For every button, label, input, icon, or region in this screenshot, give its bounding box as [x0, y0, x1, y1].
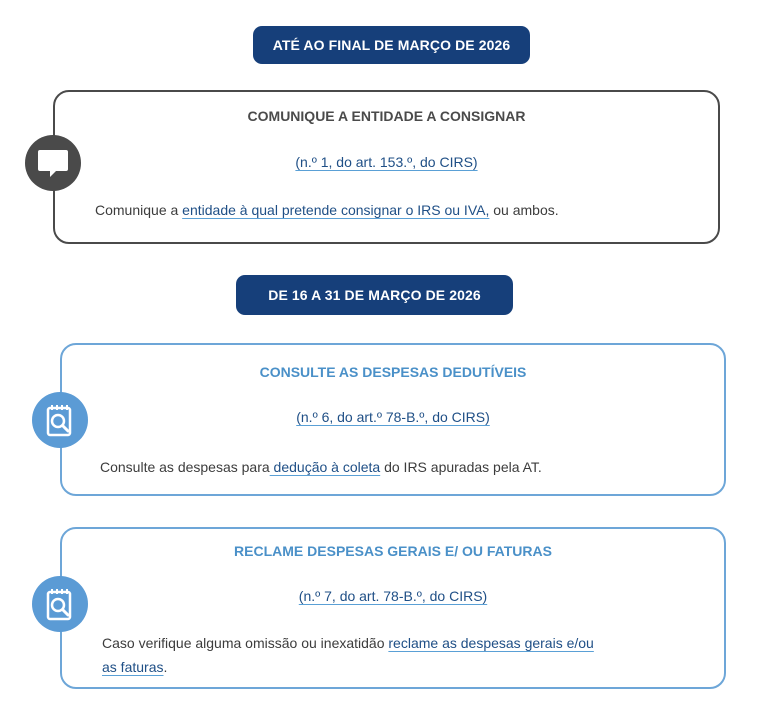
section-heading-march-end: ATÉ AO FINAL DE MARÇO DE 2026 [253, 26, 530, 64]
card-consulte-despesas [60, 343, 726, 496]
document-search-icon [32, 576, 88, 632]
card-description: Comunique a entidade à qual pretende consignar o IRS ou IVA, ou ambos. [95, 202, 559, 218]
card-reclame-despesas [60, 527, 726, 689]
legal-reference-link[interactable]: (n.º 1, do art. 153.º, do CIRS) [295, 154, 478, 170]
legal-reference-link[interactable]: (n.º 7, do art. 78-B.º, do CIRS) [298, 588, 488, 604]
complaint-link[interactable]: reclame as despesas gerais e/ou [388, 635, 594, 651]
complaint-link-continued[interactable]: as faturas [102, 659, 164, 675]
card-description: Caso verifique alguma omissão ou inexatidão reclame as despesas gerais e/ou as faturas. [102, 635, 594, 675]
section-heading-march-16-31: DE 16 A 31 DE MARÇO DE 2026 [236, 275, 513, 315]
card-title: COMUNIQUE A ENTIDADE A CONSIGNAR [247, 108, 526, 124]
card-comunique-entidade [53, 90, 720, 244]
legal-reference-link[interactable]: (n.º 6, do art.º 78-B.º, do CIRS) [296, 409, 490, 425]
card-description: Consulte as despesas para dedução à coleta do IRS apuradas pela AT. [100, 459, 542, 475]
card-title: RECLAME DESPESAS GERAIS E/ OU FATURAS [234, 543, 552, 559]
consignment-entity-link[interactable]: entidade à qual pretende consignar o IRS ou IVA, [182, 202, 490, 218]
deduction-link[interactable]: dedução à coleta [269, 459, 381, 475]
chat-bubble-icon [25, 135, 81, 191]
card-title: CONSULTE AS DESPESAS DEDUTÍVEIS [259, 364, 527, 380]
document-search-icon [32, 392, 88, 448]
